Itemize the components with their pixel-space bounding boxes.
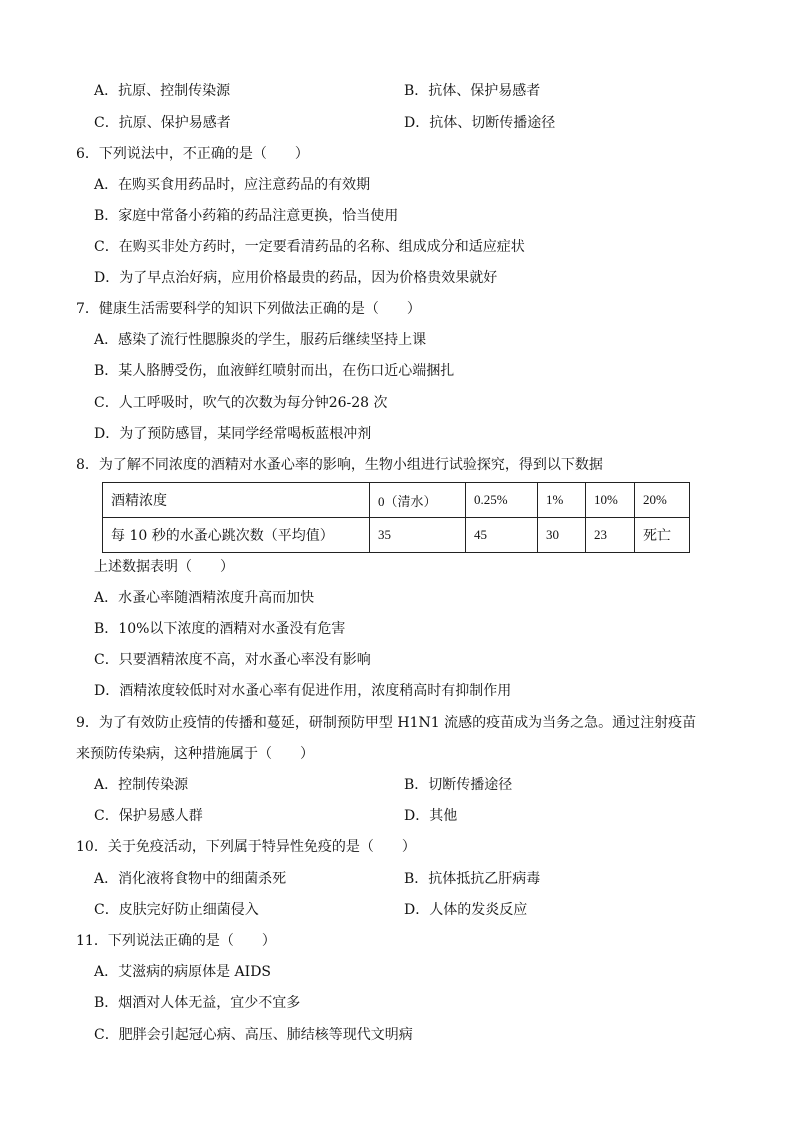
q8-option-d: D．酒精浓度较低时对水蚤心率有促进作用，浓度稍高时有抑制作用 [94, 683, 512, 699]
q8-data-table [102, 482, 690, 553]
table-cell: 30 [538, 518, 586, 553]
q7-option-b: B．某人胳膊受伤，血液鲜红喷射而出，在伤口近心端捆扎 [94, 363, 455, 379]
table-cell: 0.25% [466, 483, 538, 518]
table-cell: 0（清水） [370, 483, 466, 518]
q8-option-b: B．10%以下浓度的酒精对水蚤没有危害 [94, 621, 346, 637]
q7-option-a: A．感染了流行性腮腺炎的学生，服药后继续坚持上课 [94, 332, 427, 348]
q9-stem-line2: 来预防传染病，这种措施属于（ ） [76, 746, 314, 762]
q9-option-d: D．其他 [404, 808, 458, 824]
q6-option-a: A．在购买食用药品时，应注意药品的有效期 [94, 177, 371, 193]
q10-option-d: D．人体的发炎反应 [404, 902, 528, 918]
q8-follow-text: 上述数据表明（ ） [94, 559, 234, 575]
table-header-row [103, 483, 690, 518]
q5-option-d: D．抗体、切断传播途径 [404, 115, 556, 131]
table-cell: 死亡 [635, 518, 690, 553]
q5-option-b: B．抗体、保护易感者 [404, 83, 541, 99]
q5-option-c: C．抗原、保护易感者 [94, 115, 231, 131]
q6-option-b: B．家庭中常备小药箱的药品注意更换，恰当使用 [94, 208, 399, 224]
q10-option-b: B．抗体抵抗乙肝病毒 [404, 871, 541, 887]
q5-option-a: A．抗原、控制传染源 [94, 83, 231, 99]
q11-option-c: C．肥胖会引起冠心病、高压、肺结核等现代文明病 [94, 1027, 413, 1043]
q11-option-a: A．艾滋病的病原体是 AIDS [94, 964, 272, 980]
q8-option-c: C．只要酒精浓度不高，对水蚤心率没有影响 [94, 652, 371, 668]
q8-option-a: A．水蚤心率随酒精浓度升高而加快 [94, 590, 315, 606]
q10-option-c: C．皮肤完好防止细菌侵入 [94, 902, 259, 918]
q10-stem: 10．关于免疫活动，下列属于特异性免疫的是（ ） [76, 839, 416, 855]
q6-option-c: C．在购买非处方药时，一定要看清药品的名称、组成成分和适应症状 [94, 239, 525, 255]
q9-option-a: A．控制传染源 [94, 777, 189, 793]
q8-stem: 8．为了解不同浓度的酒精对水蚤心率的影响，生物小组进行试验探究，得到以下数据 [76, 457, 603, 473]
table-cell: 35 [370, 518, 466, 553]
table-cell: 20% [635, 483, 690, 518]
table-cell: 每 10 秒的水蚤心跳次数（平均值） [103, 518, 370, 553]
table-cell: 23 [586, 518, 635, 553]
q11-option-b: B．烟酒对人体无益，宜少不宜多 [94, 995, 301, 1011]
q9-stem-line1: 9．为了有效防止疫情的传播和蔓延，研制预防甲型 H1N1 流感的疫苗成为当务之急。通过注射疫苗 [76, 715, 697, 731]
table-cell: 酒精浓度 [103, 483, 370, 518]
q7-stem: 7．健康生活需要科学的知识下列做法正确的是（ ） [76, 301, 421, 317]
q7-option-c: C．人工呼吸时，吹气的次数为每分钟26-28 次 [94, 395, 388, 411]
q10-option-a: A．消化液将食物中的细菌杀死 [94, 871, 287, 887]
q6-option-d: D．为了早点治好病，应用价格最贵的药品，因为价格贵效果就好 [94, 270, 498, 286]
table-cell: 45 [466, 518, 538, 553]
q7-option-d: D．为了预防感冒，某同学经常喝板蓝根冲剂 [94, 426, 372, 442]
q6-stem: 6．下列说法中，不正确的是（ ） [76, 146, 309, 162]
q9-option-c: C．保护易感人群 [94, 808, 203, 824]
q11-stem: 11．下列说法正确的是（ ） [76, 933, 276, 949]
table-cell: 10% [586, 483, 635, 518]
table-row [103, 518, 690, 553]
q9-option-b: B．切断传播途径 [404, 777, 513, 793]
table-cell: 1% [538, 483, 586, 518]
